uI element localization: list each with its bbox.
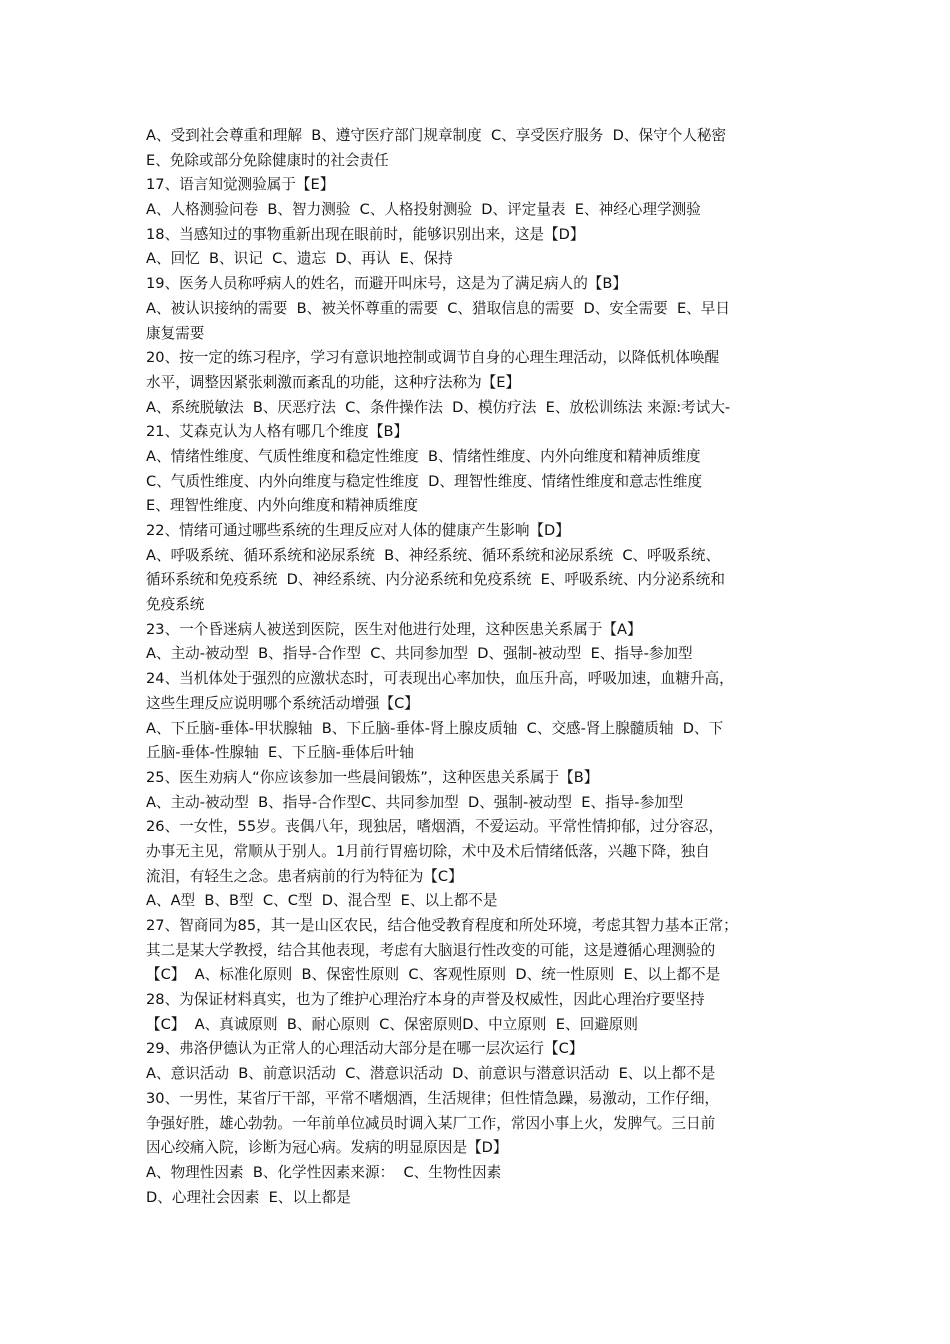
options-25: A、主动-被动型 B、指导-合作型C、共同参加型 D、强制-被动型 E、指导-参加型 xyxy=(146,793,684,811)
question-26-cont: 流泪，有轻生之念。患者病前的行为特征为【C】 xyxy=(146,867,463,885)
options-18: A、回忆 B、识记 C、遗忘 D、再认 E、保持 xyxy=(146,250,453,268)
question-28: 28、为保证材料真实，也为了维护心理治疗本身的声誉及权威性，因此心理治疗要坚持 xyxy=(146,991,705,1009)
question-26-cont: 办事无主见，常顺从于别人。1月前行胃癌切除，术中及术后情绪低落，兴趣下降，独自 xyxy=(146,842,710,860)
options-23: A、主动-被动型 B、指导-合作型 C、共同参加型 D、强制-被动型 E、指导-参加型 xyxy=(146,645,693,663)
question-26: 26、一女性，55岁。丧偶八年，现独居，嗜烟酒，不爱运动。平常性情抑郁，过分容忍， xyxy=(146,818,724,836)
options-22-cont: 循环系统和免疫系统 D、神经系统、内分泌系统和免疫系统 E、呼吸系统、内分泌系统和 xyxy=(146,571,725,589)
question-17: 17、语言知觉测验属于【E】 xyxy=(146,176,335,194)
question-27: 27、智商同为85，其一是山区农民，结合他受教育程度和所处环境，考虑其智力基本正常； xyxy=(146,917,738,934)
question-24: 24、当机体处于强烈的应激状态时，可表现出心率加快，血压升高，呼吸加速，血糖升高， xyxy=(146,670,734,688)
options-24: A、下丘脑-垂体-甲状腺轴 B、下丘脑-垂体-肾上腺皮质轴 C、交感-肾上腺髓质轴 D、下 xyxy=(146,719,724,737)
document-body xyxy=(146,124,812,1210)
options-17: A、人格测验问卷 B、智力测验 C、人格投射测验 D、评定量表 E、神经心理学测验 xyxy=(146,201,701,219)
question-29: 29、弗洛伊德认为正常人的心理活动大部分是在哪一层次运行【C】 xyxy=(146,1040,584,1058)
question-22: 22、情绪可通过哪些系统的生理反应对人体的健康产生影响【D】 xyxy=(146,522,570,539)
options-19-cont: 康复需要 xyxy=(146,324,205,342)
question-25: 25、医生劝病人“你应该参加一些晨间锻炼”，这种医患关系属于【B】 xyxy=(146,768,599,786)
options-20: A、系统脱敏法 B、厌恶疗法 C、条件操作法 D、模仿疗法 E、放松训练法 来源:考试大- xyxy=(146,398,731,416)
options-27: 【C】 A、标准化原则 B、保密性原则 C、客观性原则 D、统一性原则 E、以上都不是 xyxy=(146,966,721,984)
options-24-cont: 丘脑-垂体-性腺轴 E、下丘脑-垂体后叶轴 xyxy=(146,744,414,762)
question-23: 23、一个昏迷病人被送到医院，医生对他进行处理，这种医患关系属于【A】 xyxy=(146,620,642,638)
question-30-cont: 因心绞痛入院，诊断为冠心病。发病的明显原因是【D】 xyxy=(146,1139,508,1157)
options-19: A、被认识接纳的需要 B、被关怀尊重的需要 C、猎取信息的需要 D、安全需要 E、早日 xyxy=(146,299,730,317)
options-30-cont: D、心理社会因素 E、以上都是 xyxy=(146,1188,351,1206)
options-26: A、A型 B、B型 C、C型 D、混合型 E、以上都不是 xyxy=(146,892,498,910)
options-22-cont: 免疫系统 xyxy=(146,596,205,614)
question-30-cont: 争强好胜，雄心勃勃。一年前单位减员时调入某厂工作，常因小事上火，发脾气。三日前 xyxy=(146,1114,716,1132)
question-20: 20、按一定的练习程序，学习有意识地控制或调节自身的心理生理活动，以降低机体唤醒 xyxy=(146,349,720,367)
options-28: 【C】 A、真诚原则 B、耐心原则 C、保密原则D、中立原则 E、回避原则 xyxy=(146,1015,638,1033)
question-20-cont: 水平，调整因紧张刺激而紊乱的功能，这种疗法称为【E】 xyxy=(146,373,521,391)
options-29: A、意识活动 B、前意识活动 C、潜意识活动 D、前意识与潜意识活动 E、以上都不是 xyxy=(146,1065,716,1083)
options-21: A、情绪性维度、气质性维度和稳定性维度 B、情绪性维度、内外向维度和精神质维度 xyxy=(146,447,701,465)
question-27-cont: 其二是某大学教授，结合其他表现，考虑有大脑退行性改变的可能，这是遵循心理测验的 xyxy=(146,941,716,959)
text-line: E、免除或部分免除健康时的社会责任 xyxy=(146,151,389,169)
question-19: 19、医务人员称呼病人的姓名，而避开叫床号，这是为了满足病人的【B】 xyxy=(146,275,627,293)
options-21-cont: E、理智性维度、内外向维度和精神质维度 xyxy=(146,497,418,515)
options-22: A、呼吸系统、循环系统和泌尿系统 B、神经系统、循环系统和泌尿系统 C、呼吸系统、 xyxy=(146,546,721,564)
question-24-cont: 这些生理反应说明哪个系统活动增强【C】 xyxy=(146,694,419,712)
question-21: 21、艾森克认为人格有哪几个维度【B】 xyxy=(146,423,409,441)
question-30: 30、一男性，某省厅干部，平常不嗜烟酒，生活规律；但性情急躁，易激动，工作仔细， xyxy=(146,1089,720,1107)
text-line: A、受到社会尊重和理解 B、遵守医疗部门规章制度 C、享受医疗服务 D、保守个人秘密 xyxy=(146,127,727,144)
options-21-cont: C、气质性维度、内外向维度与稳定性维度 D、理智性维度、情绪性维度和意志性维度 xyxy=(146,472,703,490)
options-30: A、物理性因素 B、化学性因素来源： C、生物性因素 xyxy=(146,1163,502,1181)
question-18: 18、当感知过的事物重新出现在眼前时，能够识别出来，这是【D】 xyxy=(146,225,585,243)
